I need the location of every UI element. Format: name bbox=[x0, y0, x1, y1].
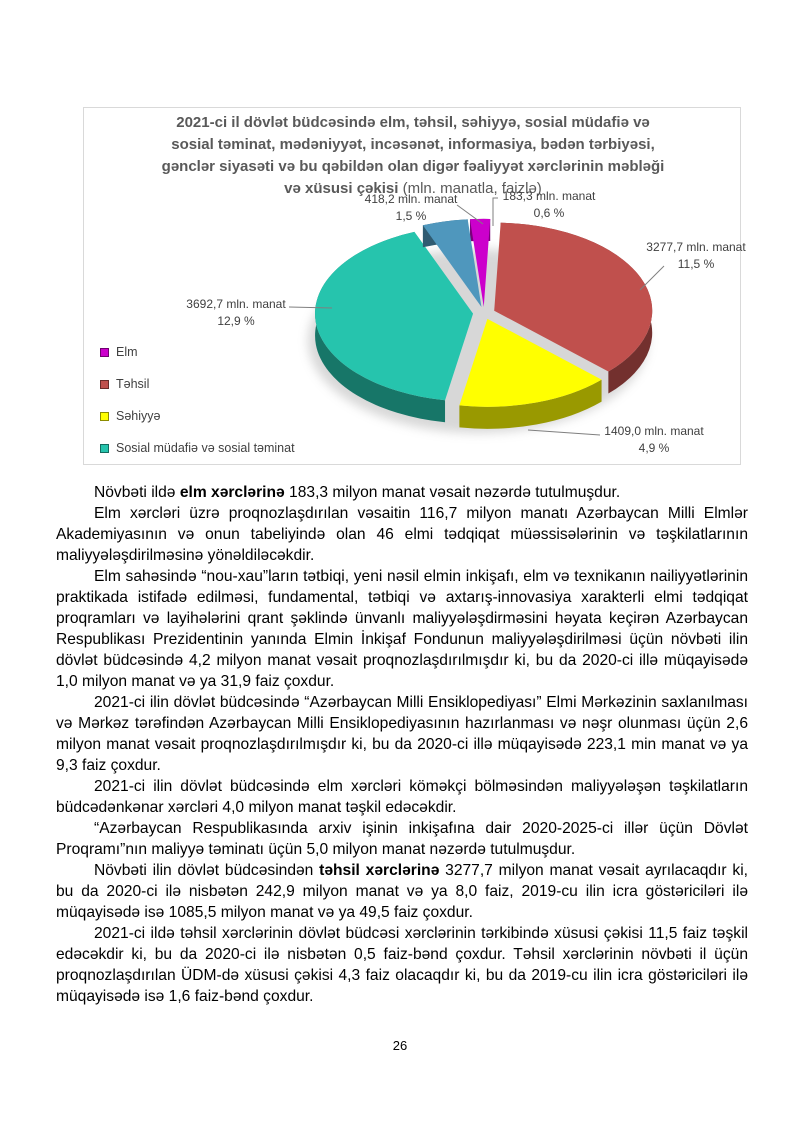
paragraph: Növbəti ildə elm xərclərinə 183,3 milyon manat vəsait nəzərdə tutulmuşdur. bbox=[94, 484, 621, 501]
legend-item-sehiyye: Səhiyyə bbox=[100, 400, 295, 432]
pie-label-other: 418,2 mln. manat 1,5 % bbox=[364, 192, 458, 223]
paragraph: Elm xərcləri üzrə proqnozlaşdırılan vəsaitin 116,7 milyon manatı Azərbaycan Milli Elmlər Akademiyasının və onun tabeliyində olan 46 elmi tədqiqat müəssisələrinin və təşkilatlarının maliyyələşdirilməsinə yönəldiləcəkdir. bbox=[56, 505, 748, 564]
paragraph: 2021-ci ilin dövlət büdcəsində elm xərcləri köməkçi bölməsindən maliyyələşən təşkilatların büdcədənkənar xərcləri 4,0 milyon manat təşkil edəcəkdir. bbox=[56, 778, 748, 816]
chart-title-line: gənclər siyasəti və bu qəbildən olan digər fəaliyyət xərclərinin məbləği bbox=[161, 158, 665, 175]
paragraph: 2021-ci ilin dövlət büdcəsində “Azərbaycan Milli Ensiklopediyası” Elmi Mərkəzinin saxlanılması və Mərkəz tərəfindən Azərbaycan Milli Ensiklopediyasının hazırlanması və nəşr olunması üçün 2,6 milyon manat vəsait proqnozlaşdırılmışdır ki, bu da 2020-ci illə müqayisədə 223,1 min manat və ya 9,3 faiz çoxdur. bbox=[56, 694, 748, 774]
pie-label-sosial: 3692,7 mln. manat 12,9 % bbox=[186, 297, 286, 328]
legend-swatch-sosial bbox=[100, 444, 109, 453]
legend-swatch-sehiyye bbox=[100, 412, 109, 421]
chart-title-line: və xüsusi çəkisi (mln. manatla, faizlə) bbox=[284, 180, 542, 197]
legend-swatch-tehsil bbox=[100, 380, 109, 389]
chart-title-units: (mln. manatla, faizlə) bbox=[398, 180, 542, 197]
chart-title-line: sosial təminat, mədəniyyət, incəsənət, informasiya, bədən tərbiyəsi, bbox=[171, 136, 655, 153]
chart-title-line: 2021-ci il dövlət büdcəsində elm, təhsil, səhiyyə, sosial müdafiə və bbox=[176, 114, 650, 131]
chart-legend bbox=[100, 336, 295, 464]
budget-pie-chart-panel bbox=[83, 107, 746, 465]
legend-swatch-elm bbox=[100, 348, 109, 357]
pie-label-sehiyye: 1409,0 mln. manat 4,9 % bbox=[604, 424, 704, 455]
pie-label-elm: 183,3 mln. manat 0,6 % bbox=[502, 189, 596, 220]
pie-label-tehsil: 3277,7 mln. manat 11,5 % bbox=[646, 240, 746, 271]
paragraph: 2021-ci ildə təhsil xərclərinin dövlət büdcəsi xərclərinin tərkibində xüsusi çəkisi 11,5 faiz təşkil edəcəkdir ki, bu da 2020-ci ilə nisbətən 0,5 faiz-bənd çoxdur. Təhsil xərclərinin növbəti il üçün proqnozlaşdırılan ÜDM-də xüsusi çəkisi 4,3 faiz olacaqdır ki, bu da 2019-cu ilin icra göstəriciləri ilə müqayisədə isə 1,6 faiz-bənd çoxdur. bbox=[56, 925, 748, 1005]
legend-item-tehsil: Təhsil bbox=[100, 368, 295, 400]
paragraph: Növbəti ilin dövlət büdcəsindən təhsil xərclərinə 3277,7 milyon manat vəsait ayrılacaqdır ki, bu da 2020-ci ilə nisbətən 242,9 milyon manat və ya 8,0 faiz, 2019-cu ilin icra göstəriciləri ilə müqayisədə isə 1085,5 milyon manat və ya 49,5 faiz çoxdur. bbox=[56, 862, 749, 921]
paragraph: Elm sahəsində “nou-xau”ların tətbiqi, yeni nəsil elmin inkişafı, elm və texnikanın nailiyyətlərinin praktikada istifadə edilməsi, fundamental, tətbiqi və axtarış-innovasiya xarakterli elmi tədqiqat proqramları və layihələrini qrant şəklində ünvanlı maliyyələşdirməsini həyata keçirən Azərbaycan Respublikası Prezidentinin yanında Elmin İnkişaf Fondunun maliyyələşdirilməsi üçün növbəti ilin dövlət büdcəsində 4,2 milyon manat vəsait proqnozlaşdırılmışdır ki, bu da 2020-ci illə müqayisədə 1,0 milyon manat və ya 31,9 faiz çoxdur. bbox=[56, 568, 748, 690]
page-number: 26 bbox=[392, 1038, 408, 1053]
legend-item-sosial: Sosial müdafiə və sosial təminat bbox=[100, 432, 295, 464]
body-text bbox=[56, 482, 748, 1007]
paragraph: “Azərbaycan Respublikasında arxiv işinin inkişafına dair 2020-2025-ci illər üçün Dövlət Proqramı”nın maliyyə təminatı üçün 5,0 milyon manat nəzərdə tutulmuşdur. bbox=[56, 820, 748, 858]
legend-item-elm: Elm bbox=[100, 336, 295, 368]
